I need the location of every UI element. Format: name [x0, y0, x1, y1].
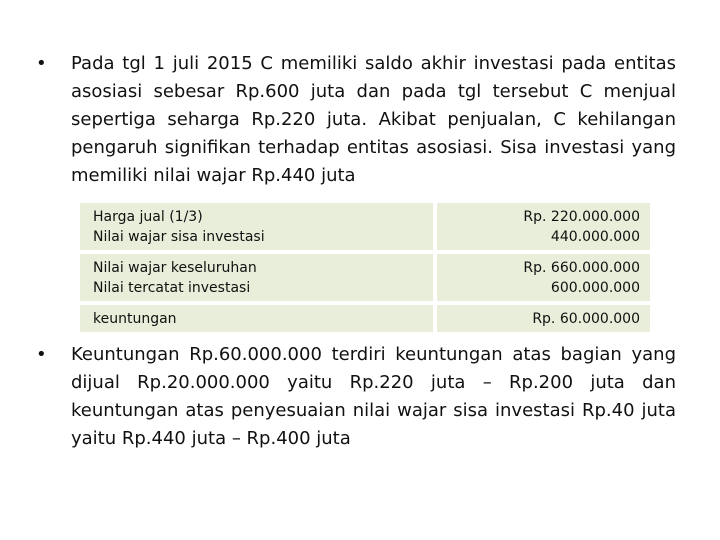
row-amount: 600.000.000 [550, 280, 640, 296]
row-label: Harga jual (1/3) [93, 209, 203, 225]
bullet-marker: • [36, 53, 47, 74]
table-row [80, 254, 650, 301]
row-amount: Rp. 220.000.000 [523, 209, 640, 225]
bullet-text-1: Pada tgl 1 juli 2015 C memiliki saldo akhir investasi pada entitas asosiasi sebesar Rp.600 juta dan pada tgl tersebut C menjual sepertiga seharga Rp.220 juta. Akibat penjualan, C kehilangan pengaruh signifikan terhadap entitas asosiasi. Sisa investasi yang memiliki nilai wajar Rp.440 juta [71, 53, 676, 186]
row-label: keuntungan [93, 311, 177, 327]
bullet-item-1 [36, 50, 676, 190]
row-amount: Rp. 660.000.000 [523, 260, 640, 276]
row-label: Nilai tercatat investasi [93, 280, 251, 296]
row-label: Nilai wajar keseluruhan [93, 260, 257, 276]
amount-cell [433, 203, 650, 250]
label-cell [80, 305, 433, 332]
table-row [80, 305, 650, 332]
bullet-marker: • [36, 344, 47, 365]
table-row [80, 203, 650, 250]
row-amount: Rp. 60.000.000 [532, 311, 640, 327]
row-label: Nilai wajar sisa investasi [93, 229, 265, 245]
bullet-item-2 [36, 341, 676, 453]
bullet-text-2: Keuntungan Rp.60.000.000 terdiri keuntungan atas bagian yang dijual Rp.20.000.000 yaitu Rp.220 juta – Rp.200 juta dan keuntungan atas penyesuaian nilai wajar sisa investasi Rp.40 juta yaitu Rp.440 juta – Rp.400 juta [71, 344, 676, 449]
amount-cell [433, 305, 650, 332]
row-amount: 440.000.000 [550, 229, 640, 245]
label-cell [80, 254, 433, 301]
label-cell [80, 203, 433, 250]
amount-cell [433, 254, 650, 301]
calculation-table [80, 199, 650, 336]
